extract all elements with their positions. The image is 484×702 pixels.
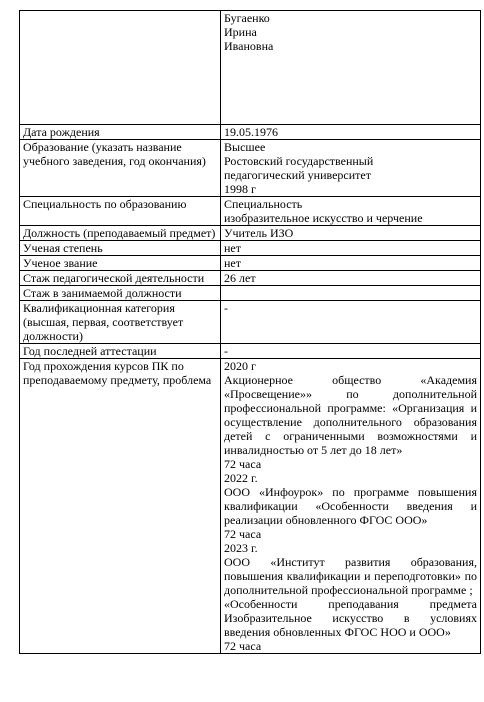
row-label: Квалификационная категория (высшая, первая, соответствует должности) [20,301,221,344]
row-academic-degree [20,241,481,256]
row-label: Образование (указать название учебного заведения, год окончания) [20,140,221,197]
row-value: 19.05.1976 [221,125,481,140]
last-name: Бугаенко [224,11,270,25]
row-value: нет [221,241,481,256]
course-text-line: инвалидностью от 5 лет до 18 лет» [224,443,403,457]
row-birth-date [20,125,481,140]
row-last-attestation [20,344,481,359]
row-label: Стаж педагогической деятельности [20,271,221,286]
teacher-card-table [19,10,481,654]
course-text-line: профессиональной программе: «Организация и [224,401,477,415]
row-value: Учитель ИЗО [221,226,481,241]
row-position [20,226,481,241]
value-line: изобразительное искусство и черчение [224,211,423,225]
row-courses [20,359,481,654]
full-name [221,11,481,125]
course-text-line: ООО «Институт развития образования, [224,555,477,569]
value-line: 1998 г [224,182,256,196]
value-line: Ростовский государственный [224,154,374,168]
row-academic-title [20,256,481,271]
course-year: 2022 г. [224,471,258,485]
course-text-line: квалификации «Особенности введения и [224,499,477,513]
course-text-line: «Просвещение»» по дополнительной [224,387,477,401]
row-value [221,197,481,226]
row-value [221,286,481,301]
course-text-line: осуществление дополнительного образования [224,415,477,429]
row-label: Ученая степень [20,241,221,256]
course-hours: 72 часа [224,457,262,471]
course-year: 2023 г. [224,541,258,555]
row-education [20,140,481,197]
value-line: Высшее [224,140,266,154]
course-text-line: введения обновленных ФГОС НОО и ООО» [224,625,451,639]
patronymic: Ивановна [224,39,274,53]
course-text-line: ООО «Инфоурок» по программе повышения [224,485,477,499]
row-position-experience [20,286,481,301]
row-value: - [221,344,481,359]
row-label: Специальность по образованию [20,197,221,226]
row-value: нет [221,256,481,271]
course-text-line: дополнительной профессиональной программе ; [224,583,473,597]
row-value [221,140,481,197]
row-label: Год прохождения курсов ПК по преподаваемому предмету, проблема [20,359,221,654]
row-qualification-category [20,301,481,344]
course-text-line: Изобразительное искусство в условиях [224,611,477,625]
header-row [20,11,481,125]
course-text-line: реализации обновленного ФГОС ООО» [224,513,428,527]
course-text-line: детей с ограниченными возможностями и [224,429,477,443]
course-hours: 72 часа [224,527,262,541]
course-year: 2020 г [224,359,256,373]
row-label: Стаж в занимаемой должности [20,286,221,301]
course-text-line: «Особенности преподавания предмета [224,597,477,611]
row-label: Дата рождения [20,125,221,140]
row-label: Год последней аттестации [20,344,221,359]
row-value: - [221,301,481,344]
course-hours: 72 часа [224,639,262,653]
row-specialty [20,197,481,226]
row-teaching-experience [20,271,481,286]
photo-cell [20,11,221,125]
row-label: Должность (преподаваемый предмет) [20,226,221,241]
value-line: Специальность [224,197,303,211]
value-line: педагогический университет [224,168,371,182]
first-name: Ирина [224,25,257,39]
row-value: 26 лет [221,271,481,286]
course-text-line: повышения квалификации и переподготовки» по [224,569,477,583]
course-text-line: Акционерное общество «Академия [224,373,477,387]
row-label: Ученое звание [20,256,221,271]
courses-list [221,359,481,654]
